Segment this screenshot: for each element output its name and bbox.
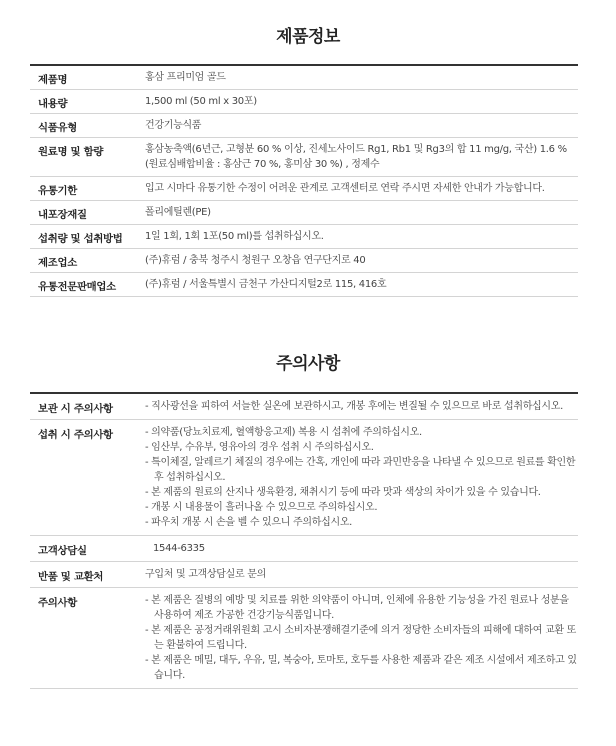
row-value: 1일 1회, 1회 1포(50 ml)를 섭취하십시오. [145, 231, 324, 242]
row-label: 제품명 [38, 74, 68, 86]
row-label: 고객상담실 [38, 545, 87, 557]
row-value: (주)휴럼 / 충북 청주시 청원구 오창읍 연구단지로 40 [145, 255, 366, 266]
list-item: - 파우치 개봉 시 손을 벨 수 있으니 주의하십시오. [145, 517, 353, 528]
list-item: - 의약품(당뇨치료제, 혈액항응고제) 복용 시 섭취에 주의하십시오. [145, 427, 422, 438]
row-value: 홍삼 프리미엄 골드 [145, 72, 226, 83]
customer-service-phone: 1544-6335 [153, 543, 205, 554]
list-item: - 본 제품의 원료의 산지나 생육환경, 채취시기 등에 따라 맛과 색상의 차이가 있을 수 있습니다. [145, 487, 541, 498]
list-item: - 임산부, 수유부, 영유아의 경우 섭취 시 주의하십시오. [145, 442, 374, 453]
row-value: 입고 시마다 유통기한 수정이 어려운 관계로 고객센터로 연락 주시면 자세한 안내가 가능합니다. [145, 183, 545, 194]
list-item: - 특이체질, 알레르기 체질의 경우에는 간혹, 개인에 따라 과민반응을 나타낼 수 있으므로 원료를 확인한 후 섭취하십시오. [145, 457, 576, 483]
table-row [30, 90, 578, 114]
cautions-table [30, 392, 578, 689]
table-row [30, 138, 578, 177]
row-label: 보관 시 주의사항 [38, 403, 113, 415]
table-row [30, 177, 578, 201]
row-label: 제조업소 [38, 257, 77, 269]
row-label: 내용량 [38, 98, 68, 110]
table-row [30, 588, 578, 689]
product-info-table [30, 64, 578, 297]
row-value: 건강기능식품 [145, 120, 202, 131]
table-row [30, 66, 578, 90]
row-label: 유통전문판매업소 [38, 281, 116, 293]
row-label: 식품유형 [38, 122, 77, 134]
row-label: 주의사항 [38, 597, 77, 609]
table-row [30, 114, 578, 138]
row-label: 섭취량 및 섭취방법 [38, 233, 123, 245]
list-item: - 본 제품은 메밀, 대두, 우유, 밀, 복숭아, 토마토, 호두를 사용한 제품과 같은 제조 시설에서 제조하고 있습니다. [145, 655, 577, 681]
row-label: 반품 및 교환처 [38, 571, 104, 583]
row-value: 구입처 및 고객상담실로 문의 [145, 569, 266, 580]
row-value [145, 588, 578, 688]
table-row [30, 536, 578, 562]
row-value: 폴리에틸렌(PE) [145, 207, 211, 218]
row-value: 1,500 ml (50 ml x 30포) [145, 96, 257, 107]
table-row [30, 201, 578, 225]
row-label: 섭취 시 주의사항 [38, 429, 113, 441]
row-label: 원료명 및 함량 [38, 146, 104, 158]
row-value [145, 420, 578, 535]
row-value [145, 394, 578, 419]
table-row [30, 394, 578, 420]
list-item: - 본 제품은 공정거래위원회 고시 소비자분쟁해결기준에 의거 정당한 소비자들의 피해에 대하여 교환 또는 환불하여 드립니다. [145, 625, 576, 651]
table-row [30, 273, 578, 297]
row-value: 홍삼농축액(6년근, 고형분 60 % 이상, 진세노사이드 Rg1, Rb1 및 Rg3의 합 11 mg/g, 국산) 1.6 % (원료심배합비율 : 홍삼근 70 %, 홍미삼 30 %) , 정제수 [145, 144, 567, 170]
table-row [30, 420, 578, 536]
table-row [30, 562, 578, 588]
list-item: - 개봉 시 내용물이 흘러나올 수 있으므로 주의하십시오. [145, 502, 378, 513]
cautions-title: 주의사항 [276, 354, 340, 374]
product-info-title: 제품정보 [276, 27, 340, 47]
table-row [30, 225, 578, 249]
table-row [30, 249, 578, 273]
row-label: 유통기한 [38, 185, 77, 197]
list-item: - 직사광선을 피하여 서늘한 실온에 보관하시고, 개봉 후에는 변질될 수 있으므로 바로 섭취하십시오. [145, 401, 564, 412]
row-value: (주)휴럼 / 서울특별시 금천구 가산디지털2로 115, 416호 [145, 279, 387, 290]
list-item: - 본 제품은 질병의 예방 및 치료를 위한 의약품이 아니며, 인체에 유용한 기능성을 가진 원료나 성분을 사용하여 제조 가공한 건강기능식품입니다. [145, 595, 569, 621]
row-label: 내포장재질 [38, 209, 87, 221]
